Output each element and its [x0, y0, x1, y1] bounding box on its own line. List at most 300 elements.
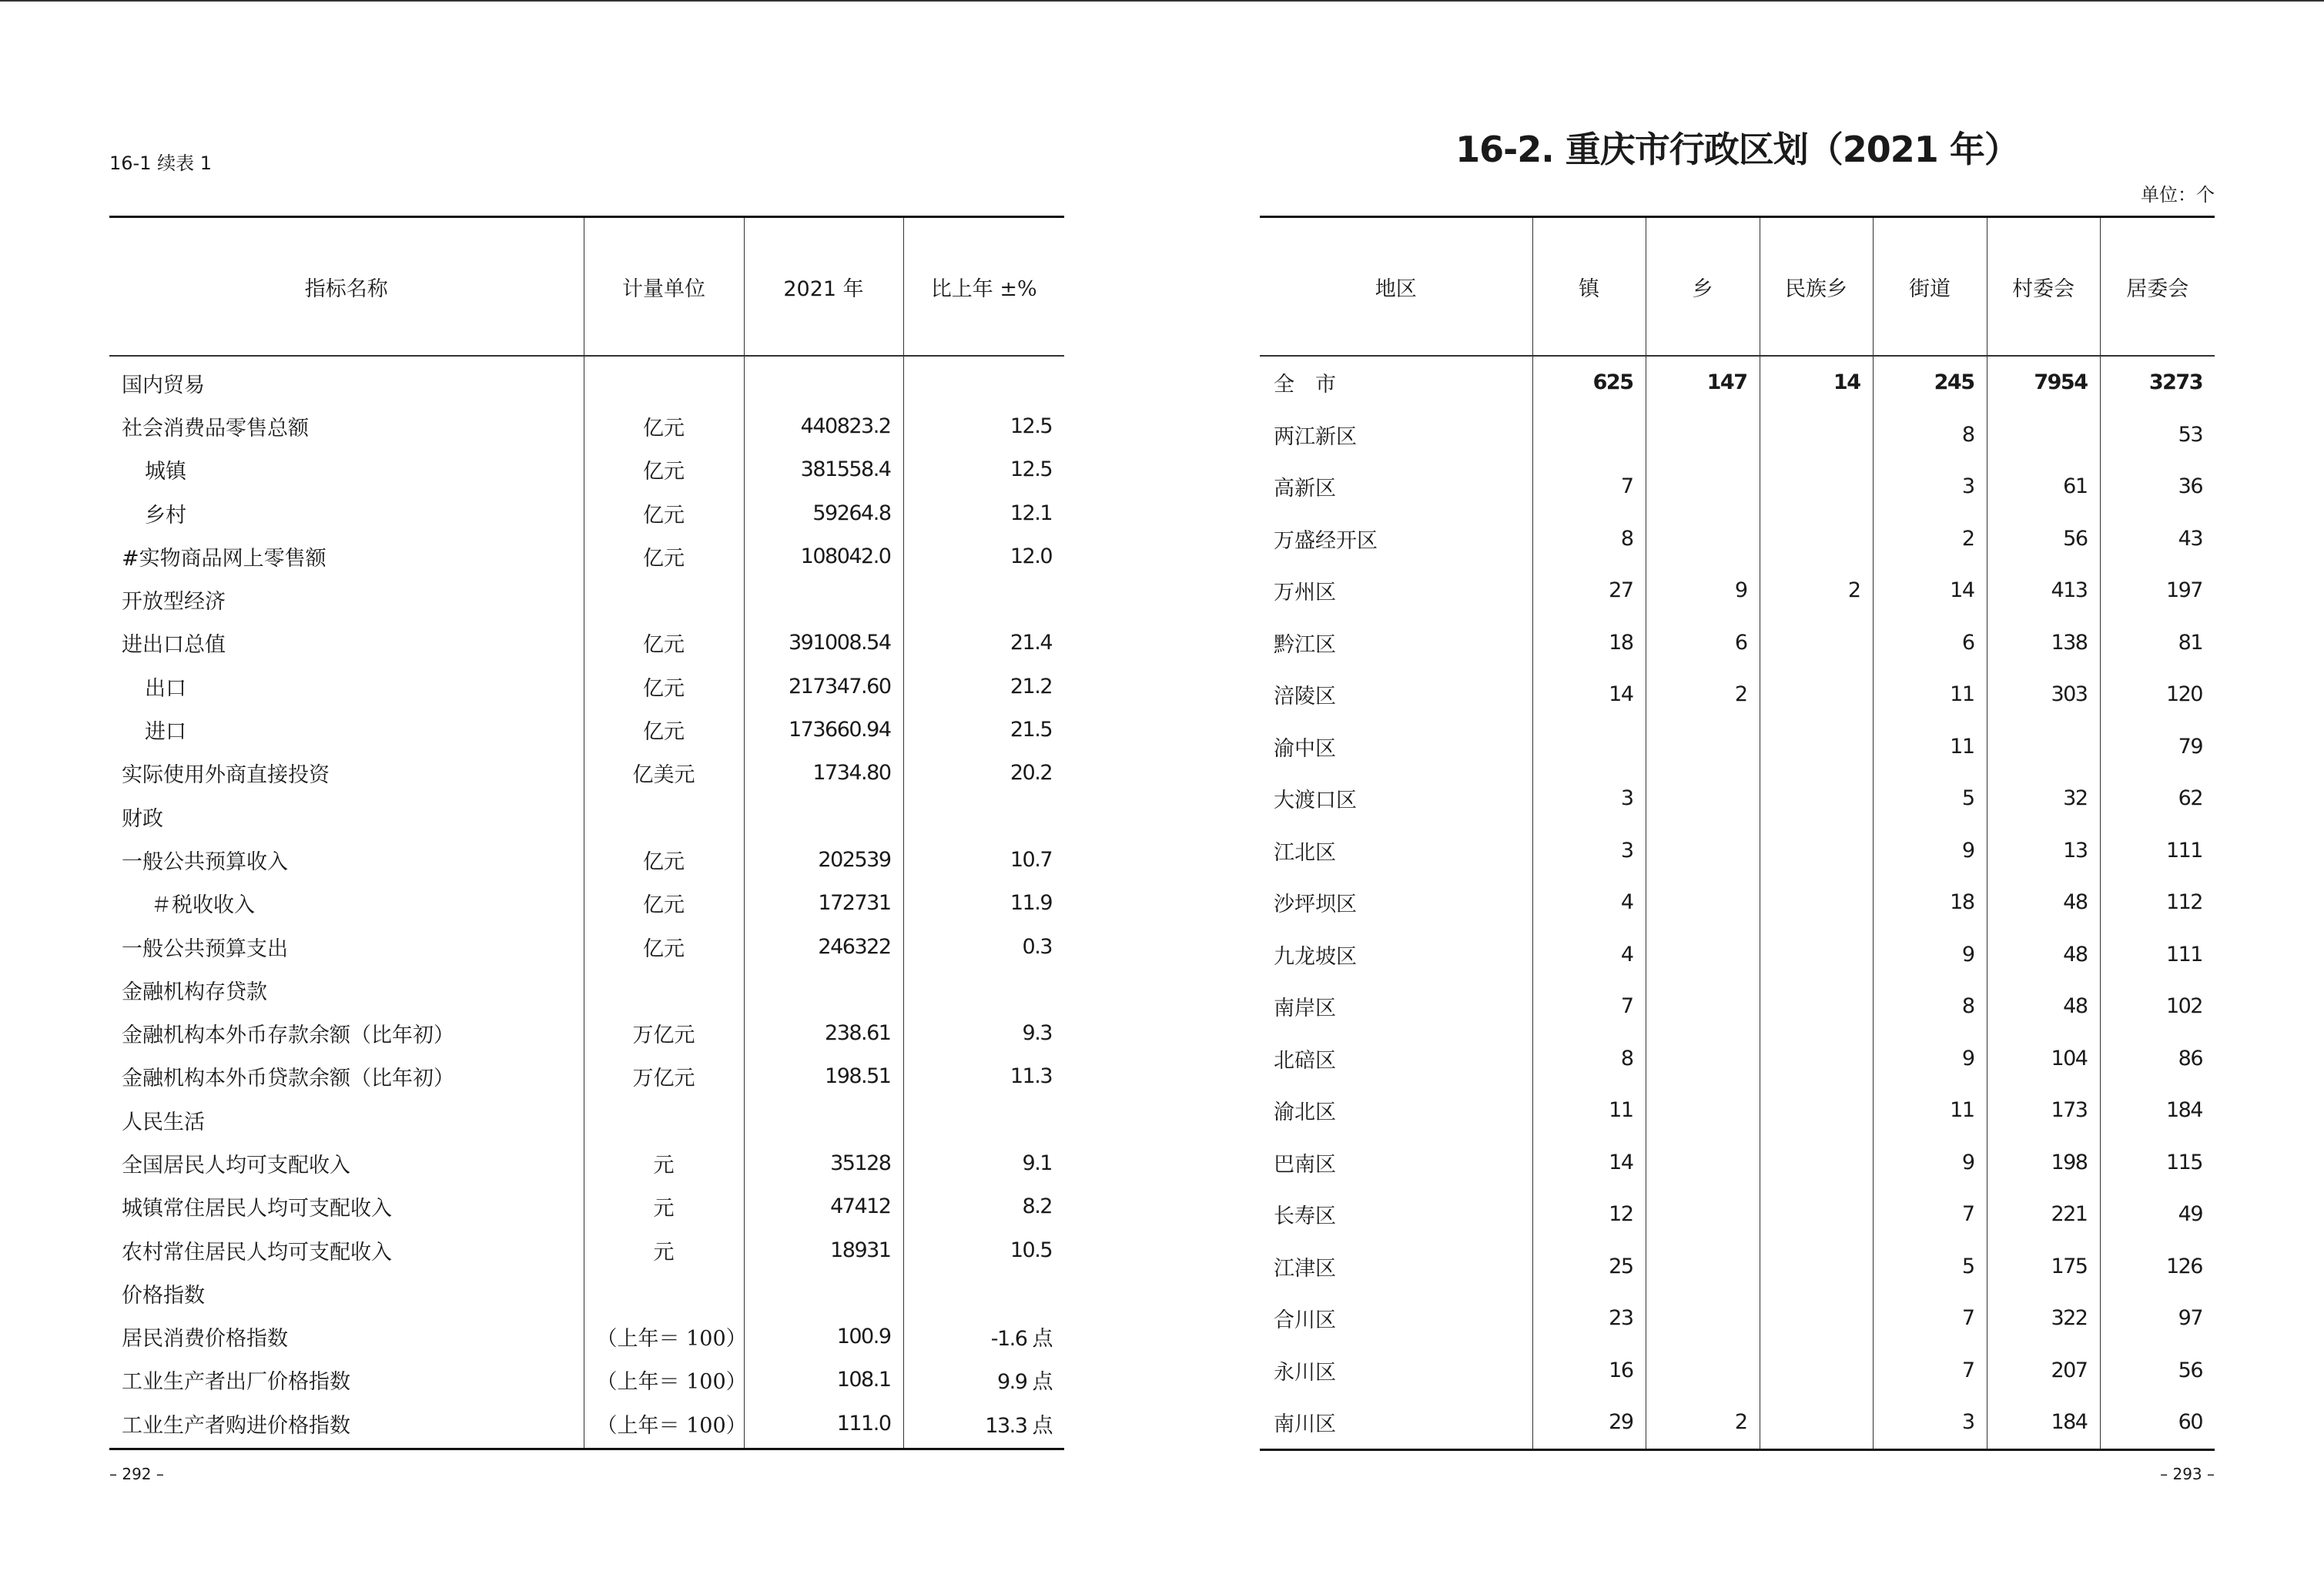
indicator-name: 社会消费品零售总额	[122, 416, 309, 441]
change-cell	[903, 356, 1064, 404]
region-name: 永川区	[1274, 1360, 1336, 1385]
value-cell: 391008.54	[744, 621, 903, 665]
change-cell: 21.2	[903, 665, 1064, 708]
table-row	[109, 356, 1064, 404]
value-cell	[744, 356, 903, 404]
ethnic-township-count	[1760, 1084, 1873, 1137]
table-row	[109, 1402, 1064, 1449]
village-committee-count: 138	[1987, 617, 2100, 669]
town-count: 4	[1532, 929, 1646, 981]
resident-committee-count: 53	[2100, 409, 2215, 461]
top-border	[0, 0, 2324, 2]
town-count: 14	[1532, 668, 1646, 721]
unit-cell: 亿元	[584, 882, 744, 925]
ethnic-township-count: 14	[1760, 356, 1873, 409]
resident-committee-count: 56	[2100, 1345, 2215, 1397]
unit-cell: 万亿元	[584, 1011, 744, 1054]
table-row	[109, 578, 1064, 621]
resident-committee-count: 120	[2100, 668, 2215, 721]
admin-division-table	[1260, 216, 2215, 1451]
indicator-name: 金融机构存贷款	[122, 980, 267, 1004]
value-cell	[744, 968, 903, 1011]
resident-committee-count: 115	[2100, 1137, 2215, 1189]
township-count	[1646, 1084, 1760, 1137]
subdistrict-count: 11	[1873, 721, 1987, 773]
subdistrict-count: 18	[1873, 876, 1987, 929]
resident-committee-count: 102	[2100, 980, 2215, 1033]
change-cell	[903, 1098, 1064, 1141]
ethnic-township-count	[1760, 876, 1873, 929]
change-cell: 9.1	[903, 1141, 1064, 1184]
region-name: 九龙坡区	[1274, 944, 1357, 969]
indicator-name: #实物商品网上零售额	[122, 546, 326, 571]
ethnic-township-count	[1760, 772, 1873, 825]
value-cell: 18931	[744, 1228, 903, 1271]
resident-committee-count: 184	[2100, 1084, 2215, 1137]
table-row	[109, 534, 1064, 578]
town-count: 625	[1532, 356, 1646, 409]
indicator-name: 乡村	[145, 503, 186, 528]
township-count	[1646, 409, 1760, 461]
township-count	[1646, 721, 1760, 773]
village-committee-count: 13	[1987, 825, 2100, 877]
change-cell	[903, 968, 1064, 1011]
table-row	[109, 1271, 1064, 1315]
table-row	[109, 838, 1064, 881]
township-count	[1646, 513, 1760, 565]
subdistrict-count: 7	[1873, 1188, 1987, 1241]
value-cell: 111.0	[744, 1402, 903, 1449]
change-cell: 20.2	[903, 752, 1064, 795]
table-row	[109, 1359, 1064, 1402]
value-cell	[744, 578, 903, 621]
village-committee-count: 173	[1987, 1084, 2100, 1137]
header-subdistrict: 街道	[1873, 217, 1987, 357]
township-count	[1646, 1292, 1760, 1345]
region-name: 大渡口区	[1274, 789, 1357, 813]
town-count	[1532, 409, 1646, 461]
change-cell: 10.7	[903, 838, 1064, 881]
continuation-label: 16-1 续表 1	[109, 152, 212, 174]
value-cell: 108042.0	[744, 534, 903, 578]
ethnic-township-count	[1760, 409, 1873, 461]
indicator-name: 全国居民人均可支配收入	[122, 1153, 350, 1178]
unit-cell	[584, 1098, 744, 1141]
unit-cell	[584, 578, 744, 621]
subdistrict-count: 3	[1873, 461, 1987, 513]
unit-cell: 亿元	[584, 665, 744, 708]
table-row	[109, 1098, 1064, 1141]
table-row	[109, 1228, 1064, 1271]
town-count: 18	[1532, 617, 1646, 669]
change-cell: 12.1	[903, 491, 1064, 534]
change-cell: 12.5	[903, 448, 1064, 491]
town-count: 3	[1532, 772, 1646, 825]
village-committee-count: 322	[1987, 1292, 2100, 1345]
township-count	[1646, 929, 1760, 981]
town-count: 12	[1532, 1188, 1646, 1241]
unit-cell: 亿元	[584, 621, 744, 665]
indicator-name: 金融机构本外币存款余额（比年初）	[122, 1023, 454, 1048]
region-name: 涪陵区	[1274, 685, 1336, 709]
unit-cell: 亿元	[584, 534, 744, 578]
table-row	[1260, 617, 2215, 669]
town-count: 23	[1532, 1292, 1646, 1345]
value-cell: 35128	[744, 1141, 903, 1184]
village-committee-count: 207	[1987, 1345, 2100, 1397]
table-row	[109, 491, 1064, 534]
resident-committee-count: 111	[2100, 825, 2215, 877]
town-count: 11	[1532, 1084, 1646, 1137]
value-cell: 198.51	[744, 1055, 903, 1098]
ethnic-township-count	[1760, 461, 1873, 513]
value-cell	[744, 795, 903, 838]
header-row	[109, 217, 1064, 357]
village-committee-count: 175	[1987, 1241, 2100, 1293]
unit-cell: （上年＝ 100）	[584, 1315, 744, 1359]
unit-cell: 亿元	[584, 448, 744, 491]
change-cell: 12.0	[903, 534, 1064, 578]
village-committee-count	[1987, 409, 2100, 461]
town-count: 8	[1532, 513, 1646, 565]
value-cell: 173660.94	[744, 708, 903, 751]
change-cell: 9.3	[903, 1011, 1064, 1054]
ethnic-township-count	[1760, 1241, 1873, 1293]
table-row	[1260, 980, 2215, 1033]
table-row	[1260, 1137, 2215, 1189]
resident-committee-count: 197	[2100, 565, 2215, 617]
region-name: 黔江区	[1274, 632, 1336, 657]
value-cell: 202539	[744, 838, 903, 881]
township-count	[1646, 1033, 1760, 1085]
township-count	[1646, 772, 1760, 825]
resident-committee-count: 126	[2100, 1241, 2215, 1293]
township-count: 9	[1646, 565, 1760, 617]
change-cell: -1.6 点	[903, 1315, 1064, 1359]
table-row	[1260, 772, 2215, 825]
table-row	[1260, 1345, 2215, 1397]
ethnic-township-count	[1760, 1396, 1873, 1449]
indicator-name: 进出口总值	[122, 633, 226, 658]
value-cell: 238.61	[744, 1011, 903, 1054]
unit-cell: 亿元	[584, 838, 744, 881]
township-count	[1646, 1345, 1760, 1397]
table-row	[1260, 513, 2215, 565]
value-cell: 172731	[744, 882, 903, 925]
subdistrict-count: 5	[1873, 772, 1987, 825]
village-committee-count: 48	[1987, 929, 2100, 981]
change-cell: 10.5	[903, 1228, 1064, 1271]
village-committee-count: 184	[1987, 1396, 2100, 1449]
subdistrict-count: 9	[1873, 1033, 1987, 1085]
unit-cell: 亿元	[584, 404, 744, 447]
indicator-name: 人民生活	[122, 1110, 205, 1134]
township-count: 147	[1646, 356, 1760, 409]
header-village-committee: 村委会	[1987, 217, 2100, 357]
change-cell: 12.5	[903, 404, 1064, 447]
township-count	[1646, 876, 1760, 929]
subdistrict-count: 14	[1873, 565, 1987, 617]
resident-committee-count: 81	[2100, 617, 2215, 669]
indicator-name: 城镇常住居民人均可支配收入	[122, 1197, 392, 1221]
subdistrict-count: 3	[1873, 1396, 1987, 1449]
table-row	[1260, 668, 2215, 721]
unit-cell: （上年＝ 100）	[584, 1402, 744, 1449]
town-count: 4	[1532, 876, 1646, 929]
region-name: 南岸区	[1274, 997, 1336, 1021]
unit-cell	[584, 795, 744, 838]
table-row	[1260, 721, 2215, 773]
value-cell: 246322	[744, 925, 903, 968]
region-name: 合川区	[1274, 1308, 1336, 1333]
town-count: 7	[1532, 461, 1646, 513]
town-count: 14	[1532, 1137, 1646, 1189]
ethnic-township-count: 2	[1760, 565, 1873, 617]
village-committee-count: 303	[1987, 668, 2100, 721]
change-cell: 0.3	[903, 925, 1064, 968]
table-row	[109, 621, 1064, 665]
resident-committee-count: 111	[2100, 929, 2215, 981]
header-resident-committee: 居委会	[2100, 217, 2215, 357]
table-row	[109, 1055, 1064, 1098]
change-cell: 11.3	[903, 1055, 1064, 1098]
region-name: 南川区	[1274, 1412, 1336, 1437]
region-name: 巴南区	[1274, 1152, 1336, 1177]
indicators-table	[109, 216, 1064, 1450]
unit-cell: 亿元	[584, 708, 744, 751]
region-name: 全 市	[1274, 373, 1336, 397]
indicator-name: 农村常住居民人均可支配收入	[122, 1240, 392, 1265]
table-row	[109, 752, 1064, 795]
ethnic-township-count	[1760, 825, 1873, 877]
town-count: 16	[1532, 1345, 1646, 1397]
table-row	[109, 882, 1064, 925]
village-committee-count: 7954	[1987, 356, 2100, 409]
resident-committee-count: 97	[2100, 1292, 2215, 1345]
unit-cell: 元	[584, 1228, 744, 1271]
value-cell: 108.1	[744, 1359, 903, 1402]
region-name: 万州区	[1274, 581, 1336, 605]
change-cell: 21.4	[903, 621, 1064, 665]
region-name: 渝中区	[1274, 736, 1336, 761]
resident-committee-count: 36	[2100, 461, 2215, 513]
unit-cell: 元	[584, 1141, 744, 1184]
indicator-name: 居民消费价格指数	[122, 1327, 288, 1352]
table-row	[109, 1141, 1064, 1184]
indicator-name: 财政	[122, 806, 163, 831]
value-cell: 381558.4	[744, 448, 903, 491]
value-cell: 1734.80	[744, 752, 903, 795]
indicator-name: 开放型经济	[122, 590, 226, 615]
resident-committee-count: 60	[2100, 1396, 2215, 1449]
resident-committee-count: 86	[2100, 1033, 2215, 1085]
indicator-name: 城镇	[145, 460, 186, 484]
resident-committee-count: 3273	[2100, 356, 2215, 409]
township-count	[1646, 461, 1760, 513]
change-cell: 11.9	[903, 882, 1064, 925]
unit-cell: 亿美元	[584, 752, 744, 795]
indicator-name: 出口	[145, 676, 186, 701]
resident-committee-count: 49	[2100, 1188, 2215, 1241]
value-cell	[744, 1271, 903, 1315]
total-row	[1260, 356, 2215, 409]
table-row	[1260, 565, 2215, 617]
header-township: 乡	[1646, 217, 1760, 357]
subdistrict-count: 9	[1873, 1137, 1987, 1189]
value-cell: 47412	[744, 1185, 903, 1228]
header-region: 地区	[1260, 217, 1532, 357]
table-row	[109, 968, 1064, 1011]
change-cell	[903, 578, 1064, 621]
town-count: 8	[1532, 1033, 1646, 1085]
town-count: 3	[1532, 825, 1646, 877]
subdistrict-count: 2	[1873, 513, 1987, 565]
unit-cell: 元	[584, 1185, 744, 1228]
unit-cell	[584, 1271, 744, 1315]
subdistrict-count: 7	[1873, 1345, 1987, 1397]
table-row	[109, 925, 1064, 968]
value-cell	[744, 1098, 903, 1141]
region-name: 两江新区	[1274, 424, 1357, 449]
ethnic-township-count	[1760, 513, 1873, 565]
indicator-name: 国内贸易	[122, 373, 205, 397]
table-row	[1260, 1033, 2215, 1085]
page-title: 16-2. 重庆市行政区划（2021 年）	[1455, 129, 2019, 170]
table-row	[1260, 409, 2215, 461]
resident-committee-count: 62	[2100, 772, 2215, 825]
town-count	[1532, 721, 1646, 773]
township-count	[1646, 1188, 1760, 1241]
subdistrict-count: 11	[1873, 668, 1987, 721]
resident-committee-count: 79	[2100, 721, 2215, 773]
region-name: 渝北区	[1274, 1101, 1336, 1125]
ethnic-township-count	[1760, 1345, 1873, 1397]
township-count	[1646, 980, 1760, 1033]
header-indicator-name: 指标名称	[109, 217, 584, 357]
value-cell: 440823.2	[744, 404, 903, 447]
indicator-name: ＃税收收入	[151, 893, 255, 918]
change-cell: 21.5	[903, 708, 1064, 751]
village-committee-count: 48	[1987, 980, 2100, 1033]
township-count: 2	[1646, 1396, 1760, 1449]
region-name: 江津区	[1274, 1256, 1336, 1281]
village-committee-count: 32	[1987, 772, 2100, 825]
town-count: 29	[1532, 1396, 1646, 1449]
change-cell: 8.2	[903, 1185, 1064, 1228]
resident-committee-count: 112	[2100, 876, 2215, 929]
table-row	[109, 795, 1064, 838]
region-name: 长寿区	[1274, 1204, 1336, 1229]
change-cell	[903, 1271, 1064, 1315]
village-committee-count: 61	[1987, 461, 2100, 513]
subdistrict-count: 245	[1873, 356, 1987, 409]
ethnic-township-count	[1760, 929, 1873, 981]
ethnic-township-count	[1760, 980, 1873, 1033]
table-row	[109, 404, 1064, 447]
township-count: 2	[1646, 668, 1760, 721]
village-committee-count: 104	[1987, 1033, 2100, 1085]
region-name: 江北区	[1274, 840, 1336, 865]
header-row	[1260, 217, 2215, 357]
village-committee-count: 198	[1987, 1137, 2100, 1189]
page-number: – 293 –	[2160, 1465, 2215, 1483]
subdistrict-count: 7	[1873, 1292, 1987, 1345]
subdistrict-count: 11	[1873, 1084, 1987, 1137]
table-row	[109, 448, 1064, 491]
village-committee-count: 48	[1987, 876, 2100, 929]
value-cell: 59264.8	[744, 491, 903, 534]
header-town: 镇	[1532, 217, 1646, 357]
header-2021: 2021 年	[744, 217, 903, 357]
ethnic-township-count	[1760, 617, 1873, 669]
table-row	[1260, 1188, 2215, 1241]
table-row	[109, 708, 1064, 751]
subdistrict-count: 6	[1873, 617, 1987, 669]
village-committee-count: 413	[1987, 565, 2100, 617]
village-committee-count	[1987, 721, 2100, 773]
indicator-name: 一般公共预算收入	[122, 849, 288, 874]
table-row	[1260, 825, 2215, 877]
table-row	[1260, 876, 2215, 929]
unit-cell: 亿元	[584, 925, 744, 968]
ethnic-township-count	[1760, 721, 1873, 773]
page-number: – 292 –	[109, 1465, 164, 1483]
header-change: 比上年 ±%	[903, 217, 1064, 357]
table-row	[1260, 1084, 2215, 1137]
change-cell: 13.3 点	[903, 1402, 1064, 1449]
value-cell: 100.9	[744, 1315, 903, 1359]
ethnic-township-count	[1760, 1188, 1873, 1241]
township-count: 6	[1646, 617, 1760, 669]
table-row	[109, 1315, 1064, 1359]
change-cell	[903, 795, 1064, 838]
table-row	[1260, 1241, 2215, 1293]
unit-cell: 万亿元	[584, 1055, 744, 1098]
unit-cell	[584, 356, 744, 404]
village-committee-count: 221	[1987, 1188, 2100, 1241]
township-count	[1646, 825, 1760, 877]
subdistrict-count: 9	[1873, 825, 1987, 877]
subdistrict-count: 5	[1873, 1241, 1987, 1293]
region-name: 高新区	[1274, 477, 1336, 501]
township-count	[1646, 1137, 1760, 1189]
unit-label: 单位：个	[2141, 184, 2215, 206]
unit-cell: （上年＝ 100）	[584, 1359, 744, 1402]
table-row	[1260, 461, 2215, 513]
subdistrict-count: 9	[1873, 929, 1987, 981]
indicator-name: 实际使用外商直接投资	[122, 763, 330, 788]
town-count: 25	[1532, 1241, 1646, 1293]
township-count	[1646, 1241, 1760, 1293]
indicator-name: 金融机构本外币贷款余额（比年初）	[122, 1067, 454, 1091]
town-count: 27	[1532, 565, 1646, 617]
region-name: 沙坪坝区	[1274, 893, 1357, 917]
change-cell: 9.9 点	[903, 1359, 1064, 1402]
table-row	[1260, 929, 2215, 981]
unit-cell	[584, 968, 744, 1011]
indicator-name: 价格指数	[122, 1283, 205, 1308]
header-unit: 计量单位	[584, 217, 744, 357]
subdistrict-count: 8	[1873, 980, 1987, 1033]
resident-committee-count: 43	[2100, 513, 2215, 565]
town-count: 7	[1532, 980, 1646, 1033]
ethnic-township-count	[1760, 668, 1873, 721]
subdistrict-count: 8	[1873, 409, 1987, 461]
table-row	[1260, 1292, 2215, 1345]
ethnic-township-count	[1760, 1292, 1873, 1345]
indicator-name: 进口	[145, 720, 186, 745]
table-row	[109, 1011, 1064, 1054]
